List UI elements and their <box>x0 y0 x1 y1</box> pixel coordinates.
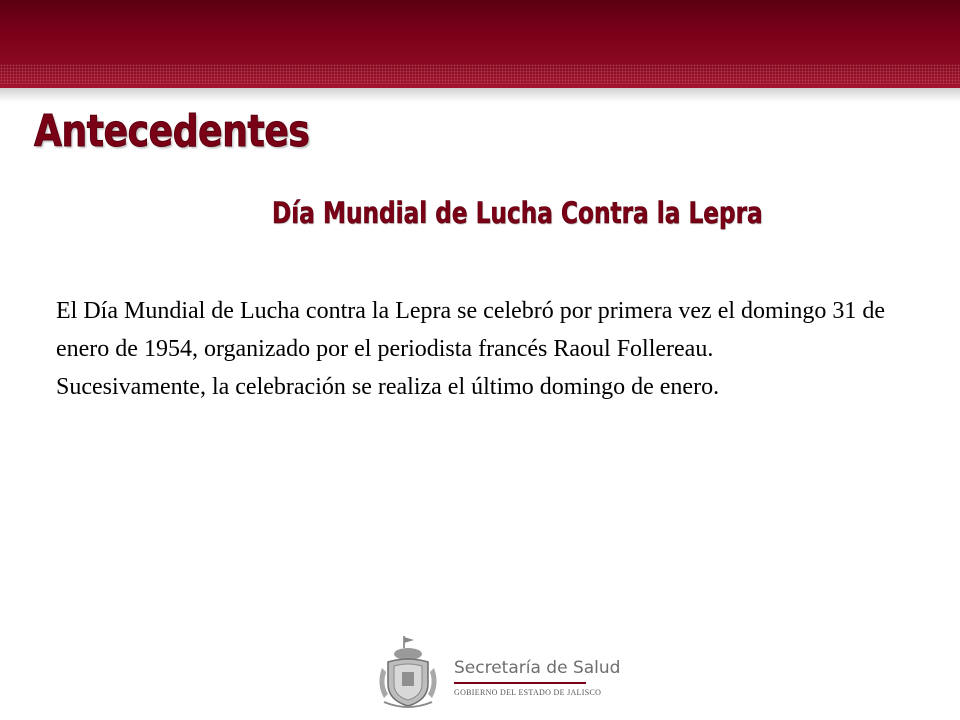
paragraph-1: El Día Mundial de Lucha contra la Lepra se celebró por primera vez el domingo 31 de enero de 1954, organizado por el periodista francés Raoul Follereau. <box>56 298 886 362</box>
jalisco-seal-icon <box>374 632 444 712</box>
logo-text-gobierno: GOBIERNO DEL ESTADO DE JALISCO <box>454 688 602 697</box>
slide-title: Antecedentes <box>34 106 310 157</box>
logo-divider <box>454 682 586 684</box>
header-band <box>0 0 960 88</box>
header-band-shadow <box>0 88 960 102</box>
slide-subtitle: Día Mundial de Lucha Contra la Lepra <box>272 196 763 230</box>
secretaria-logo <box>374 632 621 712</box>
logo-text-secretaria: Secretaría de Salud <box>454 658 621 678</box>
paragraph-2: Sucesivamente, la celebración se realiza el último domingo de enero. <box>56 374 720 400</box>
header-band-texture <box>0 64 960 84</box>
body-text <box>56 292 886 406</box>
